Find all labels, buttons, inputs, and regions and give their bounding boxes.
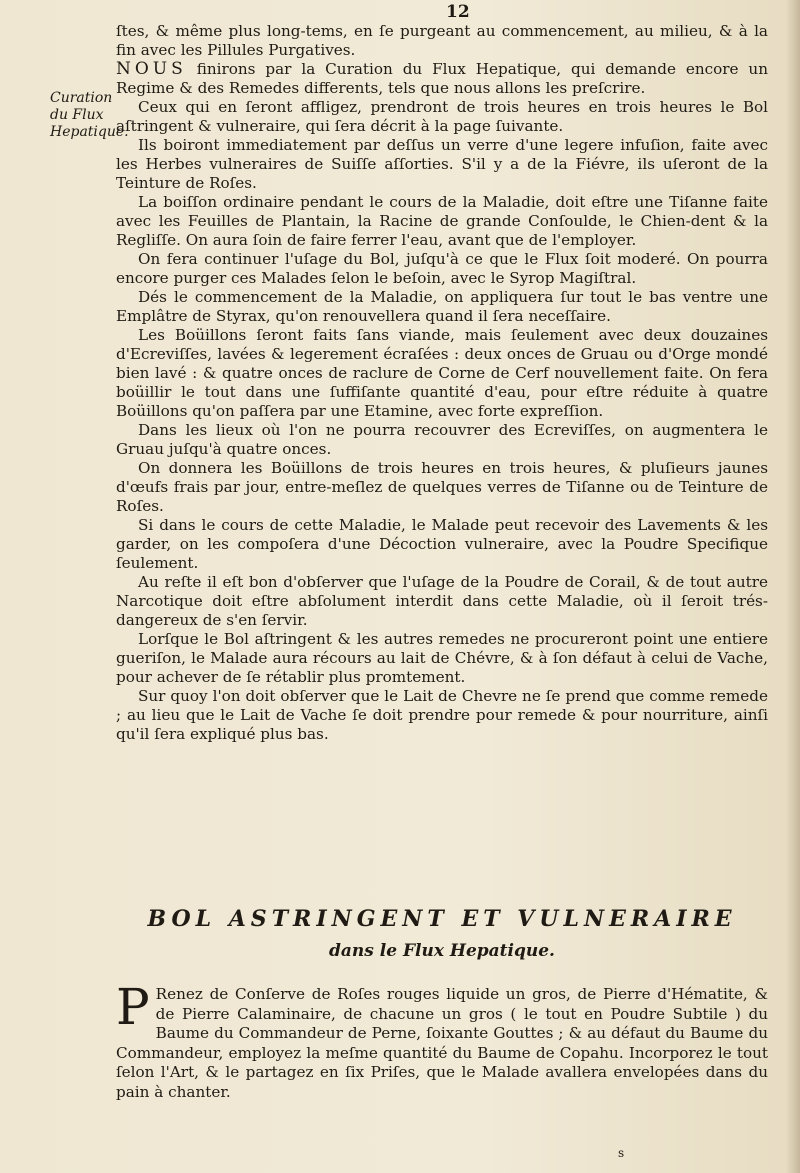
section-heading [116, 905, 768, 963]
paragraph: Dés le commencement de la Maladie, on appliquera ſur tout le bas ventre une Emplâtre de Styrax, qu'on renouvellera quand il ſera neceſſaire. [116, 288, 768, 325]
paragraph: Les Boüillons ſeront faits ſans viande, mais ſeulement avec deux douzaines d'Ecreviſſes, lavées & legerement écraſées : deux onces de Gruau ou d'Orge mondé bien lavé : & quatre onces de raclure de Corne de Cerf nouvellement faite. On fera boüillir le tout dans une ſuffiſante quantité d'eau, pour eſtre réduite à quatre Boüillons qu'on paſſera par une Etamine, avec forte expreſſion. [116, 326, 768, 420]
recipe-text-block [116, 978, 768, 1102]
drop-cap: P [116, 978, 150, 1036]
paragraph: Sur quoy l'on doit obſerver que le Lait de Chevre ne ſe prend que comme remede ; au lieu que le Lait de Vache ſe doit prendre pour remede & pour nourriture, ainſi qu'il ſera expliqué plus bas. [116, 687, 768, 743]
intro-paragraph [116, 60, 768, 98]
recipe-text: Renez de Conſerve de Roſes rouges liquide un gros, de Pierre d'Hématite, & de Pierre Calaminaire, de chacune un gros ( le tout en Poudre Subtile ) du Baume du Commandeur de Perne, ſoixante Gouttes ; & au défaut du Baume du Commandeur, employez la meſme quantité du Baume de Copahu. Incorporez le tout ſelon l'Art, & le partagez en ſix Priſes, que le Malade avallera envelopées dans du pain à chanter. [116, 985, 768, 1101]
recipe-paragraph [116, 978, 768, 1102]
signature-mark: s [618, 1146, 625, 1160]
main-text [116, 22, 768, 744]
section-heading-line2: dans le Flux Hepatique. [329, 941, 555, 961]
paragraph: La boiſſon ordinaire pendant le cours de la Maladie, doit eſtre une Tiſanne faite avec les Feuilles de Plantain, la Racine de grande Conſoulde, le Chien-dent & la Regliſſe. On aura ſoin de faire ferrer l'eau, avant que de l'employer. [116, 193, 768, 249]
paragraph: Lorſque le Bol aſtringent & les autres remedes ne procureront point une entiere gueriſon, le Malade aura récours au lait de Chévre, & à ſon défaut à celui de Vache, pour achever de ſe rétablir plus promtement. [116, 630, 768, 686]
intro-text: finirons par la Curation du Flux Hepatique, qui demande encore un Regime & des Remedes differents, tels que nous allons les preſcrire. [116, 60, 768, 97]
page-edge-shadow [786, 0, 800, 1173]
paragraph: Ils boiront immediatement par deſſus un verre d'une legere infuſion, faite avec les Herbes vulneraires de Suiſſe aſſorties. S'il y a de la Fiévre, ils uſeront de la Teinture de Roſes. [116, 136, 768, 192]
paragraph: Au reſte il eſt bon d'obſerver que l'uſage de la Poudre de Corail, & de tout autre Narcotique doit eſtre abſolument interdit dans cette Maladie, où il ſeroit trés-dangereux de s'en ſervir. [116, 573, 768, 629]
intro-lead-word: NOUS [116, 59, 187, 79]
margin-note: Curation du Flux Hepatique. [50, 90, 129, 140]
page-number: 12 [446, 2, 470, 22]
paragraph: On fera continuer l'uſage du Bol, juſqu'à ce que le Flux ſoit moderé. On pourra encore purger ces Malades ſelon le beſoin, avec le Syrop Magiſtral. [116, 250, 768, 287]
carryover-paragraph: ſtes, & même plus long-tems, en ſe purgeant au commencement, au milieu, & à la fin avec les Pillules Purgatives. [116, 22, 768, 59]
paragraph: Dans les lieux où l'on ne pourra recouvrer des Ecreviſſes, on augmentera le Gruau juſqu'à quatre onces. [116, 421, 768, 458]
paragraph: Si dans le cours de cette Maladie, le Malade peut recevoir des Lavements & les garder, on les compoſera d'une Décoction vulneraire, avec la Poudre Specifique ſeulement. [116, 516, 768, 572]
section-heading-line1: BOL ASTRINGENT ET VULNERAIRE [147, 906, 737, 932]
paragraph: Ceux qui en ſeront affligez, prendront de trois heures en trois heures le Bol aſtringent & vulneraire, qui ſera décrit à la page ſuivante. [116, 98, 768, 135]
paragraph: On donnera les Boüillons de trois heures en trois heures, & pluſieurs jaunes d'œufs frais par jour, entre-meſlez de quelques verres de Tiſanne ou de Teinture de Roſes. [116, 459, 768, 515]
